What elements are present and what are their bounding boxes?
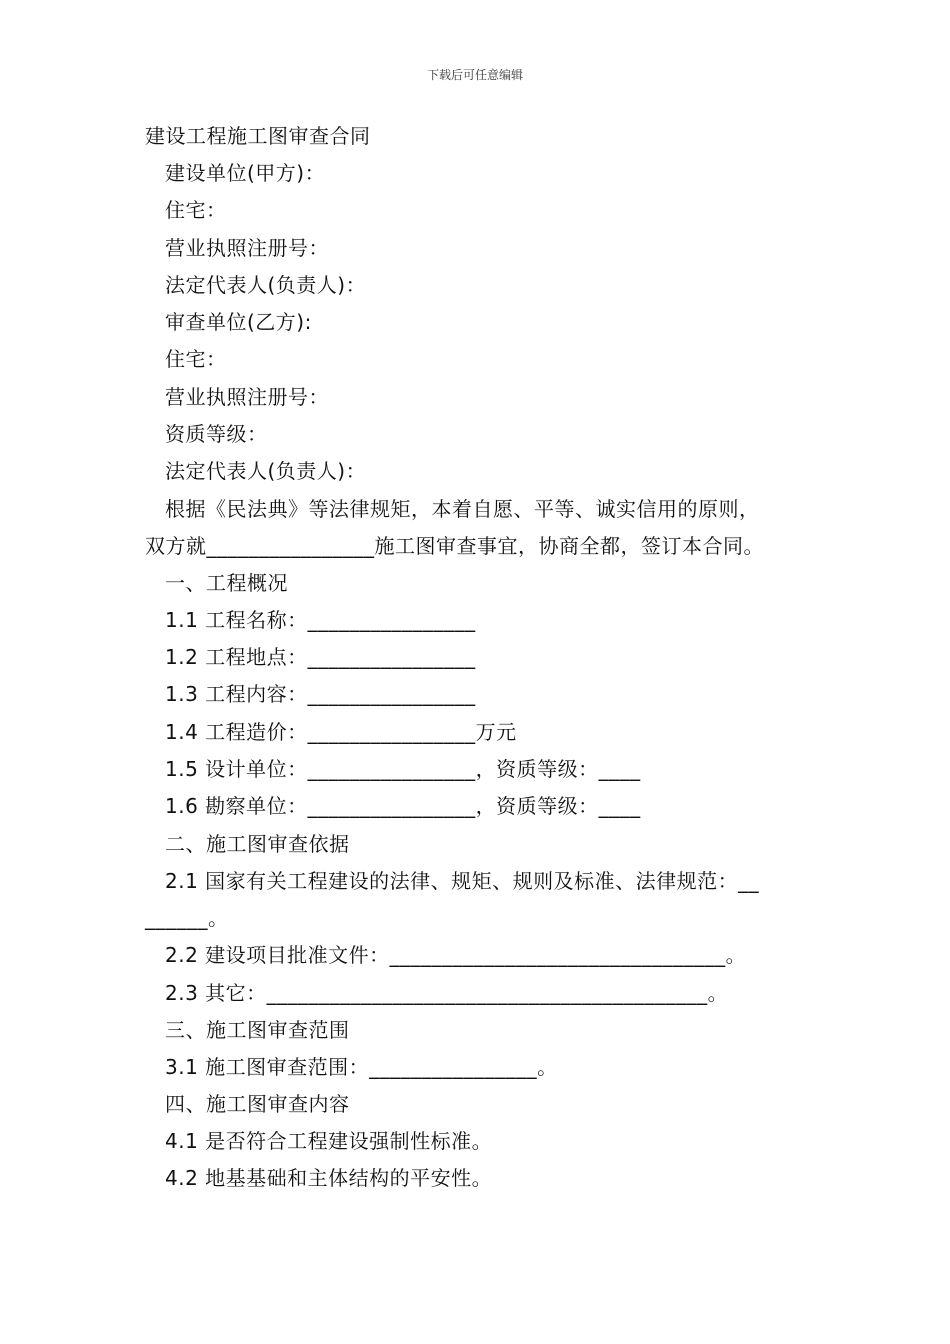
- clause-1-5: 1.5 设计单位：________________，资质等级：____: [165, 757, 641, 781]
- clause-3-1: 3.1 施工图审查范围：________________。: [165, 1055, 558, 1079]
- page-header: 下载后可任意编辑: [426, 68, 523, 82]
- party-a-address: 住宅：: [165, 198, 227, 222]
- clause-2-1: 2.1 国家有关工程建设的法律、规矩、规则及标准、法律规范：__: [165, 869, 760, 893]
- clause-1-1: 1.1 工程名称：________________: [165, 608, 476, 632]
- clause-1-3: 1.3 工程内容：________________: [165, 682, 476, 706]
- party-b-qualification: 资质等级：: [165, 422, 268, 446]
- section-1-heading: 一、工程概况: [165, 571, 288, 595]
- preamble-line-1: 根据《民法典》等法律规矩，本着自愿、平等、诚实信用的原则，: [165, 497, 760, 521]
- party-a-representative: 法定代表人(负责人)：: [165, 273, 367, 297]
- clause-1-2: 1.2 工程地点：________________: [165, 645, 476, 669]
- document-title: 建设工程施工图审查合同: [145, 124, 371, 148]
- party-a-label: 建设单位(甲方)：: [165, 161, 326, 185]
- party-b-address: 住宅：: [165, 347, 227, 371]
- clause-2-2: 2.2 建设项目批准文件：________________________________。: [165, 943, 747, 967]
- clause-4-1: 4.1 是否符合工程建设强制性标准。: [165, 1129, 493, 1153]
- party-a-license: 营业执照注册号：: [165, 236, 329, 260]
- clause-4-2: 4.2 地基基础和主体结构的平安性。: [165, 1166, 493, 1190]
- party-b-label: 审查单位(乙方):: [165, 310, 312, 334]
- clause-1-4: 1.4 工程造价：________________万元: [165, 720, 517, 744]
- clause-2-1-continued: ______。: [145, 906, 229, 930]
- party-b-representative: 法定代表人(负责人)：: [165, 459, 367, 483]
- party-b-license: 营业执照注册号：: [165, 385, 329, 409]
- preamble-line-2: 双方就________________施工图审查事宜，协商全都，签订本合同。: [145, 534, 764, 558]
- clause-1-6: 1.6 勘察单位：________________，资质等级：____: [165, 794, 641, 818]
- section-2-heading: 二、施工图审查依据: [165, 832, 350, 856]
- section-4-heading: 四、施工图审查内容: [165, 1092, 350, 1116]
- section-3-heading: 三、施工图审查范围: [165, 1018, 350, 1042]
- clause-2-3: 2.3 其它：__________________________________________。: [165, 981, 729, 1005]
